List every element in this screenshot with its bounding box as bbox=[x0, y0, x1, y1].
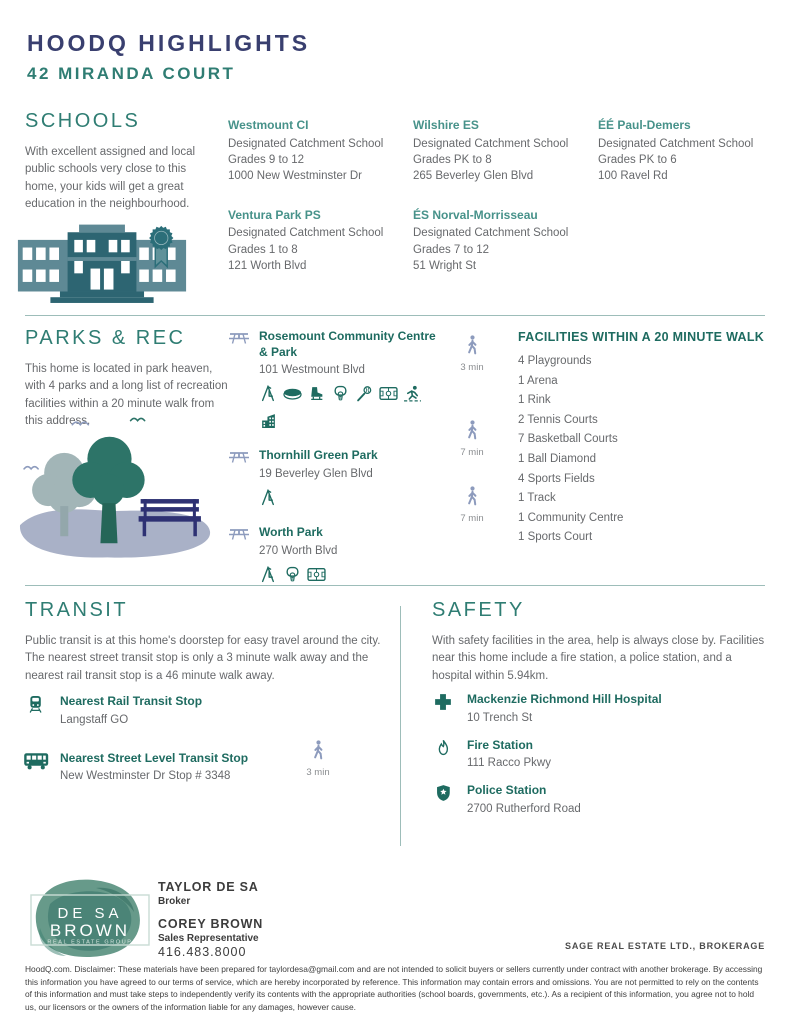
schools-columns bbox=[228, 118, 788, 298]
transit-title: TRANSIT bbox=[25, 599, 129, 621]
facilities-block bbox=[518, 330, 773, 551]
school-grades: Grades PK to 8 bbox=[413, 153, 492, 166]
arena-icon bbox=[283, 385, 302, 407]
schools-section bbox=[25, 110, 221, 213]
school-grades: Grades 9 to 12 bbox=[228, 153, 305, 166]
facility-item: 1 Arena bbox=[518, 374, 558, 387]
property-address: 42 MIRANDA COURT bbox=[27, 64, 236, 83]
school-item bbox=[228, 208, 413, 274]
safety-facility-label: Fire Station bbox=[467, 737, 534, 752]
picnic-table-icon bbox=[228, 448, 250, 469]
walk-time-badge bbox=[450, 486, 494, 524]
school-item bbox=[413, 118, 598, 184]
transit-item bbox=[25, 751, 248, 785]
safety-item bbox=[432, 783, 662, 817]
report-title: HOODQ HIGHLIGHTS bbox=[27, 30, 311, 56]
train-icon bbox=[28, 695, 43, 718]
walking-icon bbox=[465, 343, 480, 360]
school-name: Wilshire ES bbox=[413, 118, 479, 132]
facility-item: 1 Community Centre bbox=[518, 511, 624, 524]
facility-item: 1 Sports Court bbox=[518, 531, 593, 544]
parks-list bbox=[228, 329, 444, 602]
agent-entry bbox=[158, 917, 263, 944]
safety-item bbox=[432, 692, 662, 726]
community-centre-icon bbox=[259, 412, 278, 434]
picnic-table-icon bbox=[228, 525, 250, 546]
transit-item bbox=[25, 694, 248, 728]
playground-icon bbox=[259, 385, 278, 407]
facilities-title: FACILITIES WITHIN A 20 MINUTE WALK bbox=[518, 330, 765, 344]
basketball-icon bbox=[331, 385, 350, 407]
safety-facility-label: Mackenzie Richmond Hill Hospital bbox=[467, 692, 662, 706]
school-item bbox=[228, 118, 413, 184]
brokerage-name: SAGE REAL ESTATE LTD., BROKERAGE bbox=[565, 941, 765, 951]
agent-role: Broker bbox=[158, 896, 191, 907]
walk-time-label: 3 min bbox=[306, 767, 330, 778]
agent-name: COREY BROWN bbox=[158, 917, 264, 931]
logo-line1: DE SA bbox=[57, 905, 123, 922]
safety-section bbox=[432, 599, 768, 685]
logo-line2: BROWN bbox=[49, 921, 131, 940]
bus-icon bbox=[23, 752, 49, 775]
park-address: 101 Westmount Blvd bbox=[259, 364, 365, 377]
section-divider bbox=[25, 585, 765, 586]
school-type: Designated Catchment School bbox=[413, 227, 569, 240]
school-column bbox=[413, 118, 598, 298]
agent-entry bbox=[158, 880, 263, 907]
school-type: Designated Catchment School bbox=[228, 227, 384, 240]
school-type: Designated Catchment School bbox=[228, 137, 384, 150]
playground-icon bbox=[259, 489, 278, 511]
facility-item: 7 Basketball Courts bbox=[518, 433, 618, 446]
school-address: 51 Wright St bbox=[413, 259, 477, 272]
facility-item: 4 Sports Fields bbox=[518, 472, 595, 485]
school-type: Designated Catchment School bbox=[598, 137, 754, 150]
park-facility-icons bbox=[259, 385, 431, 434]
desa-brown-logo bbox=[26, 876, 154, 962]
facility-item: 1 Ball Diamond bbox=[518, 452, 596, 465]
school-grades: Grades 1 to 8 bbox=[228, 243, 298, 256]
walking-icon bbox=[465, 428, 480, 445]
report-header bbox=[27, 30, 310, 84]
section-divider bbox=[25, 315, 765, 316]
picnic-table-icon bbox=[228, 329, 250, 350]
park-illustration bbox=[12, 412, 218, 564]
skating-icon bbox=[307, 385, 326, 407]
school-column bbox=[228, 118, 413, 298]
facility-item: 4 Playgrounds bbox=[518, 355, 592, 367]
transit-stop-value: New Westminster Dr Stop # 3348 bbox=[60, 770, 231, 783]
safety-items bbox=[432, 692, 662, 829]
agent-name: TAYLOR DE SA bbox=[158, 880, 259, 894]
school-column bbox=[598, 118, 783, 298]
safety-facility-value: 111 Racco Pkwy bbox=[467, 757, 551, 770]
school-address: 265 Beverley Glen Blvd bbox=[413, 169, 534, 182]
transit-section bbox=[25, 599, 397, 685]
school-type: Designated Catchment School bbox=[413, 137, 569, 150]
walk-time-label: 3 min bbox=[460, 362, 484, 373]
school-name: ÉÉ Paul-Demers bbox=[598, 118, 691, 132]
transit-description: Public transit is at this home's doorstep for easy travel around the city. The nearest street transit stop is only a 3 minute walk away and the nearest rail transit stop is a 46 minute walk away. bbox=[25, 635, 381, 682]
school-address: 1000 New Westminster Dr bbox=[228, 169, 362, 182]
police-icon bbox=[436, 784, 451, 807]
walk-time-badge bbox=[450, 335, 494, 373]
school-name: ÉS Norval-Morrisseau bbox=[413, 207, 538, 222]
agents-block bbox=[158, 880, 263, 954]
safety-item bbox=[432, 738, 662, 772]
safety-facility-value: 10 Trench St bbox=[467, 711, 533, 724]
baseball-icon bbox=[355, 385, 374, 407]
transit-stop-label: Nearest Street Level Transit Stop bbox=[60, 750, 249, 765]
school-item bbox=[598, 118, 783, 184]
parks-title: PARKS & REC bbox=[25, 327, 186, 349]
fire-icon bbox=[437, 739, 450, 762]
school-grades: Grades 7 to 12 bbox=[413, 243, 490, 256]
agent-role: Sales Representative bbox=[158, 933, 259, 944]
safety-facility-label: Police Station bbox=[467, 783, 547, 798]
track-icon bbox=[403, 385, 422, 407]
safety-facility-value: 2700 Rutherford Road bbox=[467, 802, 581, 815]
schools-title: SCHOOLS bbox=[25, 110, 141, 132]
facility-item: 1 Track bbox=[518, 492, 556, 505]
transit-items bbox=[25, 694, 248, 807]
walking-icon bbox=[311, 748, 326, 765]
school-item bbox=[413, 208, 598, 274]
school-building-illustration bbox=[16, 213, 188, 305]
phone-number: 416.483.8000 bbox=[158, 945, 247, 959]
park-item bbox=[228, 525, 444, 588]
vertical-divider bbox=[400, 606, 401, 846]
park-item bbox=[228, 448, 444, 511]
walk-time-badge bbox=[450, 420, 494, 458]
school-address: 100 Ravel Rd bbox=[598, 169, 668, 182]
park-name: Thornhill Green Park bbox=[259, 448, 378, 463]
facility-item: 1 Rink bbox=[518, 394, 551, 407]
sports-field-icon bbox=[379, 385, 398, 407]
park-address: 270 Worth Blvd bbox=[259, 544, 338, 557]
logo-line3: REAL ESTATE GROUP bbox=[47, 939, 133, 946]
park-item bbox=[228, 329, 444, 434]
park-facility-icons bbox=[259, 489, 378, 511]
school-grades: Grades PK to 6 bbox=[598, 153, 677, 166]
school-name: Westmount CI bbox=[228, 118, 309, 132]
safety-description: With safety facilities in the area, help is always close by. Facilities near this home include a fire station, a police station, and a hospital within 5.94km. bbox=[432, 635, 765, 682]
walk-time-label: 7 min bbox=[460, 447, 484, 458]
walking-icon bbox=[465, 494, 480, 511]
parks-description: This home is located in park heaven, with 4 parks and a long list of recreation facilities within a 20 minute walk from this address. bbox=[25, 363, 228, 427]
park-name: Worth Park bbox=[259, 524, 323, 539]
park-name: Rosemount Community Centre & Park bbox=[259, 329, 436, 359]
walk-time-label: 7 min bbox=[460, 513, 484, 524]
park-address: 19 Beverley Glen Blvd bbox=[259, 467, 373, 480]
hospital-icon bbox=[434, 693, 452, 716]
school-name: Ventura Park PS bbox=[228, 207, 321, 222]
disclaimer-text: HoodQ.com. Disclaimer: These materials have been prepared for taylordesa@gmail.com and are not intended to solicit buyers or sellers currently under contract with another brokerage. By accessing this information you have agreed to our terms of service, which are hereby incorporated by reference. This information may contain errors and omissions. You are not permitted to rely on the contents of this information and must take steps to independently verify its contents with the appropriate authorities (school boards, governments, etc.). As a recipient of this information, you agree not to hold us, our licensors or the owners of the information liable for any damages, however cause. bbox=[25, 964, 763, 1012]
schools-description: With excellent assigned and local public schools very close to this home, your kids will get a great education in the neighbourhood. bbox=[25, 146, 196, 210]
safety-title: SAFETY bbox=[432, 599, 525, 621]
transit-stop-value: Langstaff GO bbox=[60, 713, 129, 726]
transit-walk-time-badge bbox=[296, 740, 340, 778]
school-address: 121 Worth Blvd bbox=[228, 259, 307, 272]
facility-item: 2 Tennis Courts bbox=[518, 413, 598, 426]
facilities-list bbox=[518, 355, 773, 543]
transit-stop-label: Nearest Rail Transit Stop bbox=[60, 694, 203, 708]
